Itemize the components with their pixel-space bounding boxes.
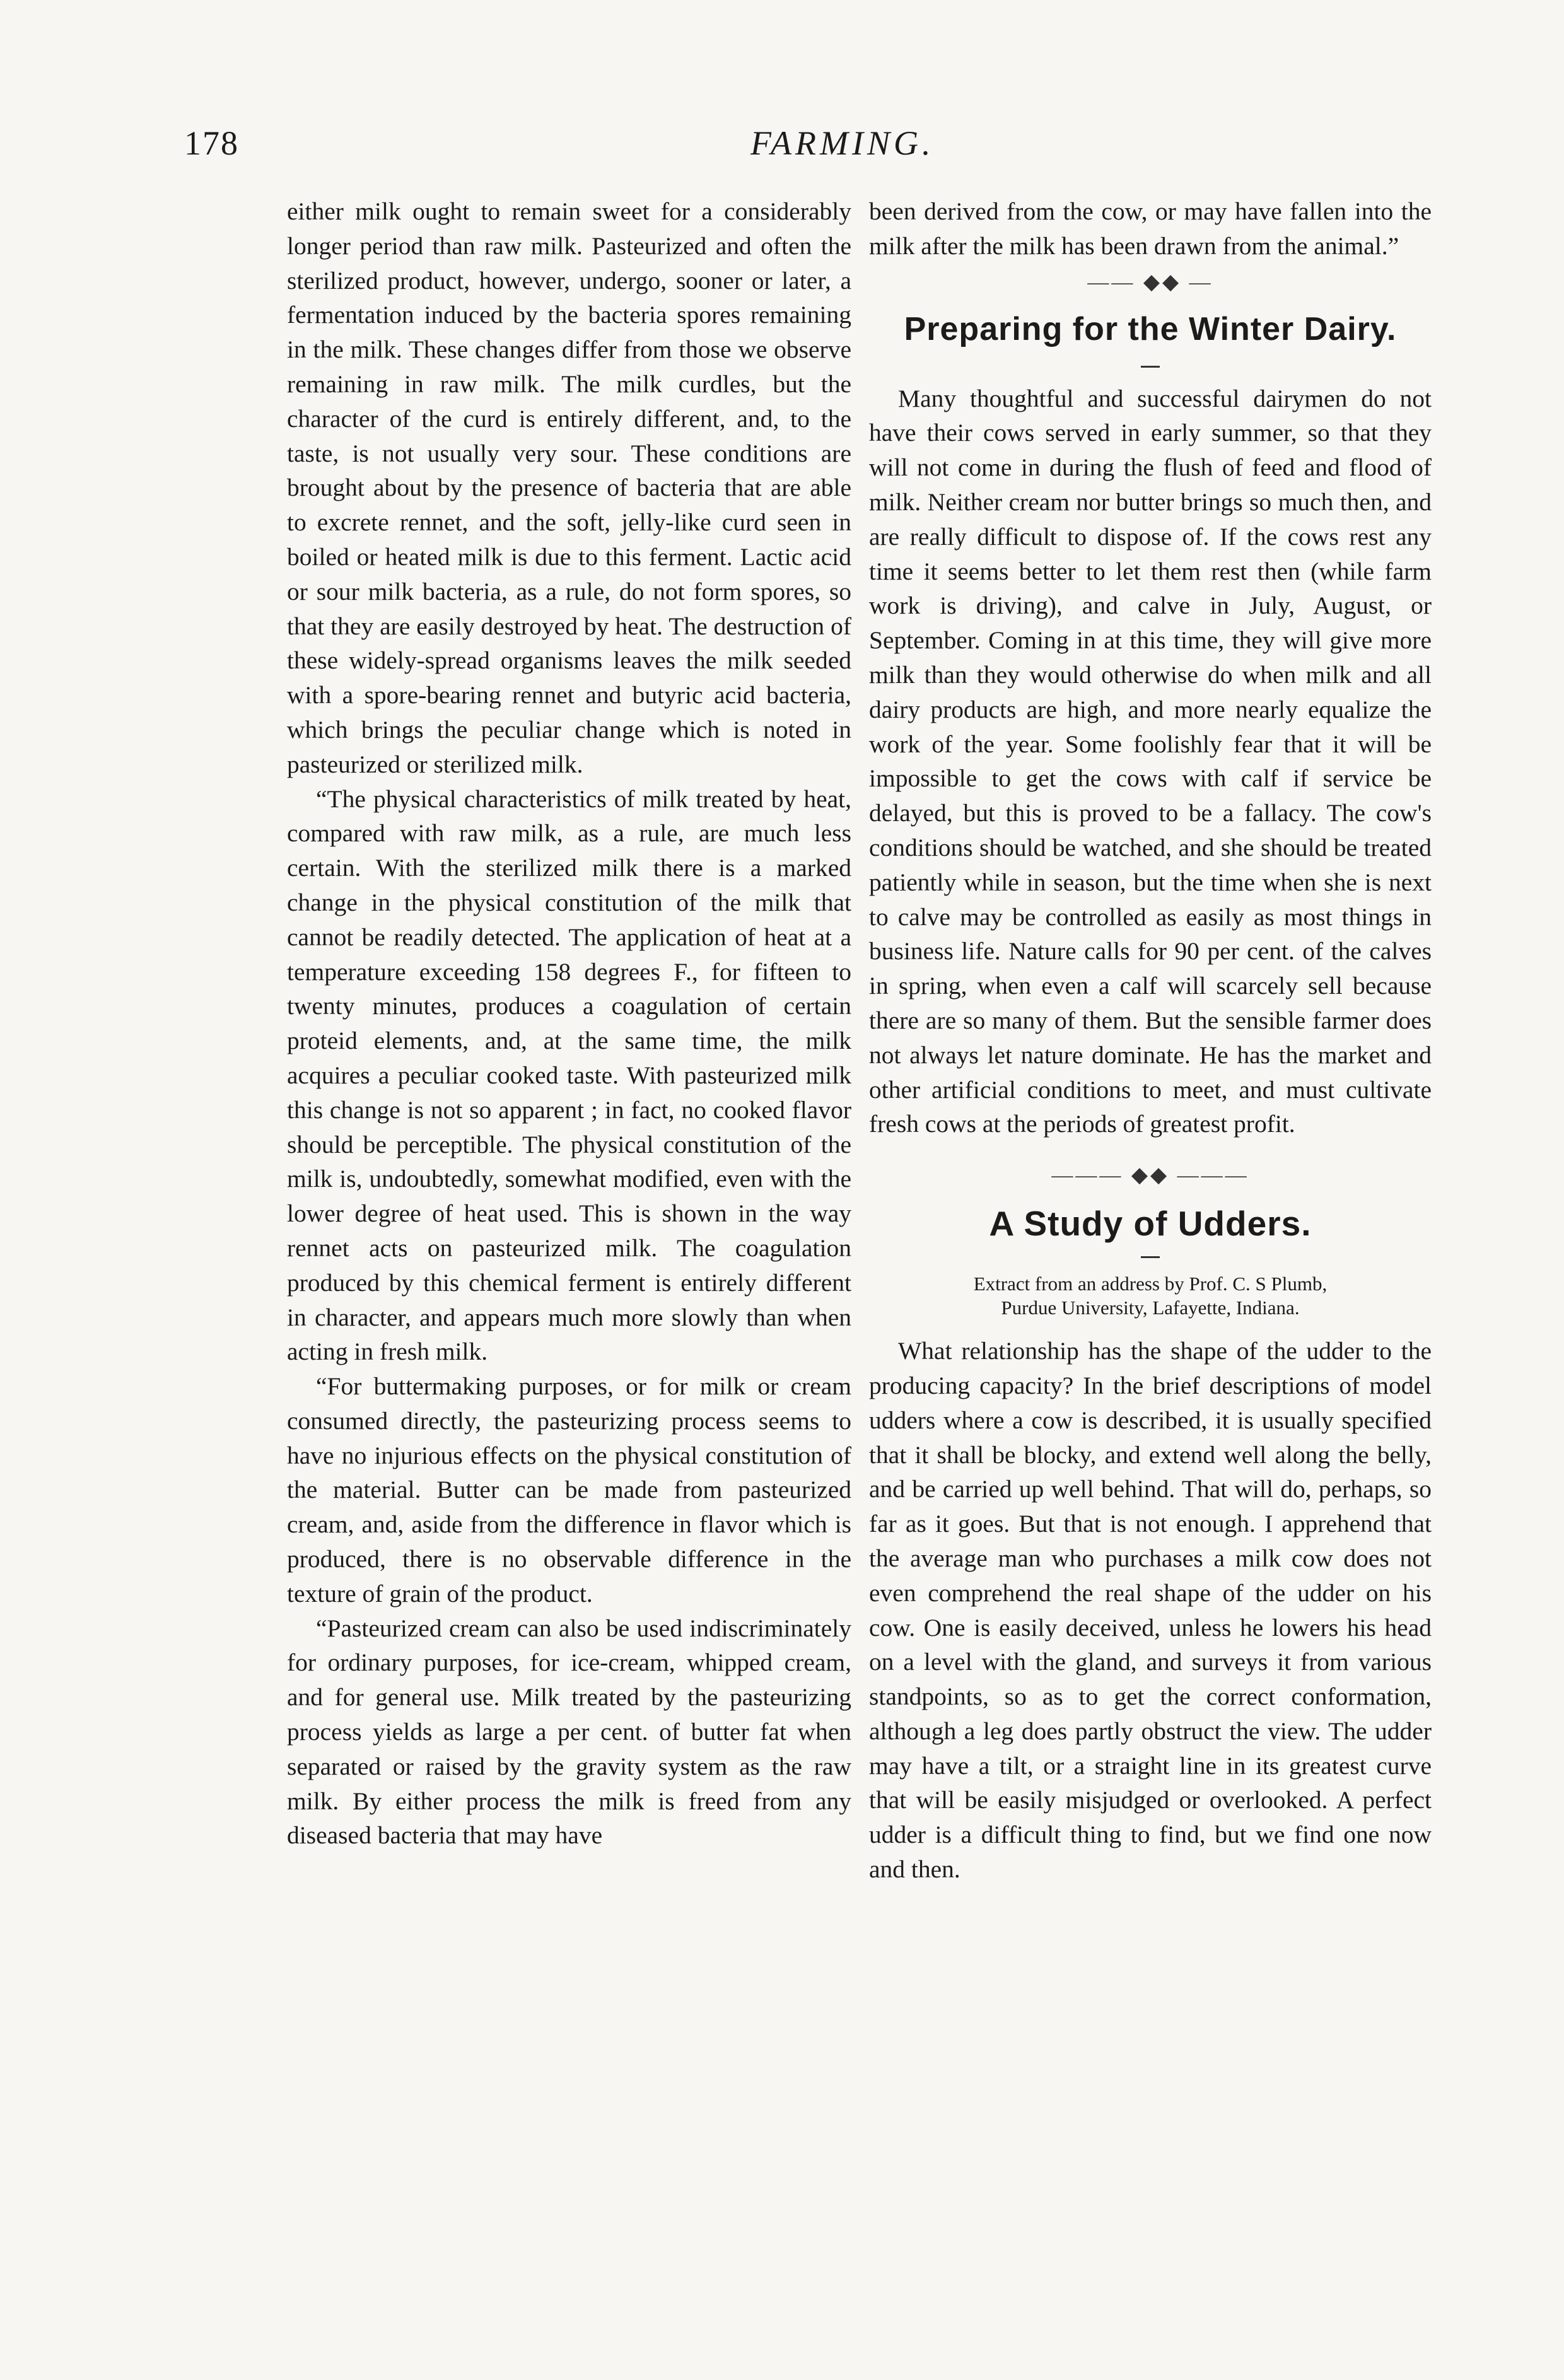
left-paragraph-4: “Pasteurized cream can also be used indiscriminately for ordinary purposes, for ice-cream, whipped cream, and for general use. Milk treated by the pasteurizing process yields as large a per cent. of butter fat when separated or raised by the gravity system as the raw milk. By either process the milk is freed from any diseased bacteria that may have (287, 1614, 851, 1850)
udders-paragraph: What relationship has the shape of the udder to the producing capacity? In the brief descriptions of model udders where a cow is described, it is usually specified that it shall be blocky, and extend well along the belly, and be carried up well behind. That will do, perhaps, so far as it goes. But that is not enough. I apprehend that the average man who purchases a milk cow does not even comprehend the real shape of the udder on his cow. One is easily deceived, unless he lowers his head on a level with the gland, and surveys it from various standpoints, so as to get the correct conformation, although a leg does partly obstruct the view. The udder may have a tilt, or a straight line in its greatest curve that will be easily misjudged or overlooked. A perfect udder is a difficult thing to find, but we find one now and then. (869, 1337, 1432, 1884)
continuation-paragraph: been derived from the cow, or may have fallen into the milk after the milk has been drawn from the animal.” (869, 197, 1432, 260)
section-ornament-2: ——— ◆◆ ——— (1051, 1164, 1249, 1187)
article-title-udders: A Study of Udders. (989, 1204, 1312, 1244)
article-byline (869, 1272, 1432, 1320)
page-number: 178 (184, 124, 239, 162)
left-paragraph-3: “For buttermaking purposes, or for milk or cream consumed directly, the pasteurizing process seems to have no injurious effects on the physical constitution of the material. Butter can be made from pasteurized cream, and, aside from the difference in flavor which is produced, there is no observable difference in the texture of grain of the product. (287, 1372, 851, 1607)
running-head: FARMING. (750, 124, 935, 162)
left-paragraph-1: either milk ought to remain sweet for a considerably longer period than raw milk. Pasteurized and often the sterilized product, however, undergo, sooner or later, a fermentation induced by the bacteria spores remaining in the milk. These changes differ from those we observe remaining in raw milk. The milk curdles, but the character of the curd is entirely different, and, to the taste, is not usually very sour. These conditions are brought about by the presence of bacteria that are able to excrete rennet, and the soft, jelly-like curd seen in boiled or heated milk is due to this ferment. Lactic acid or sour milk bacteria, as a rule, do not form spores, so that they are easily destroyed by heat. The destruction of these widely-spread organisms leaves the milk seeded with a spore-bearing rennet and butyric acid bacteria, which brings the peculiar change which is noted in pasteurized or sterilized milk. (287, 197, 851, 778)
left-paragraph-2: “The physical characteristics of milk treated by heat, compared with raw milk, as a rule, are much less certain. With the sterilized milk there is a marked change in the physical constitution of the milk that cannot be readily detected. The application of heat at a temperature exceeding 158 degrees F., for fifteen to twenty minutes, produces a coagulation of certain proteid elements, and, at the same time, the milk acquires a peculiar cooked taste. With pasteurized milk this change is not so apparent ; in fact, no cooked flavor should be perceptible. The physical constitution of the milk is, undoubtedly, somewhat modified, even with the lower degree of heat used. This is shown in the way rennet acts on pasteurized milk. The coagulation produced by this chemical ferment is entirely different in character, and appears much more slowly than when acting in fresh milk. (287, 785, 851, 1366)
title-rule-2 (1141, 1256, 1160, 1258)
left-column (287, 194, 851, 1853)
article-title-winter-dairy: Preparing for the Winter Dairy. (904, 310, 1397, 347)
section-ornament-1: —— ◆◆ — (1087, 270, 1213, 294)
winter-dairy-paragraph: Many thoughtful and successful dairymen do not have their cows served in early summer, so that they will not come in during the flush of feed and flood of milk. Neither cream nor butter brings so much then, and are really difficult to dispose of. If the cows rest any time it seems better to let them rest then (while farm work is driving), and calve in July, August, or September. Coming in at this time, they will give more milk than they would otherwise do when milk and all dairy products are high, and more nearly equalize the work of the year. Some foolishly fear that it will be impossible to get the cows with calf if service be delayed, but this is proved to be a fallacy. The cow's conditions should be watched, and she should be treated patiently while in season, but the time when she is next to calve may be controlled as easily as most things in business life. Nature calls for 90 per cent. of the calves in spring, when even a calf will scarcely sell because there are so many of them. But the sensible farmer does not always let nature dominate. He has the market and other artificial conditions to meet, and must cultivate fresh cows at the periods of greatest profit. (869, 384, 1432, 1138)
right-column (869, 194, 1432, 1887)
byline-line-1: Extract from an address by Prof. C. S Plumb, (973, 1273, 1328, 1295)
title-rule-1 (1141, 366, 1160, 368)
byline-line-2: Purdue University, Lafayette, Indiana. (1001, 1297, 1300, 1319)
